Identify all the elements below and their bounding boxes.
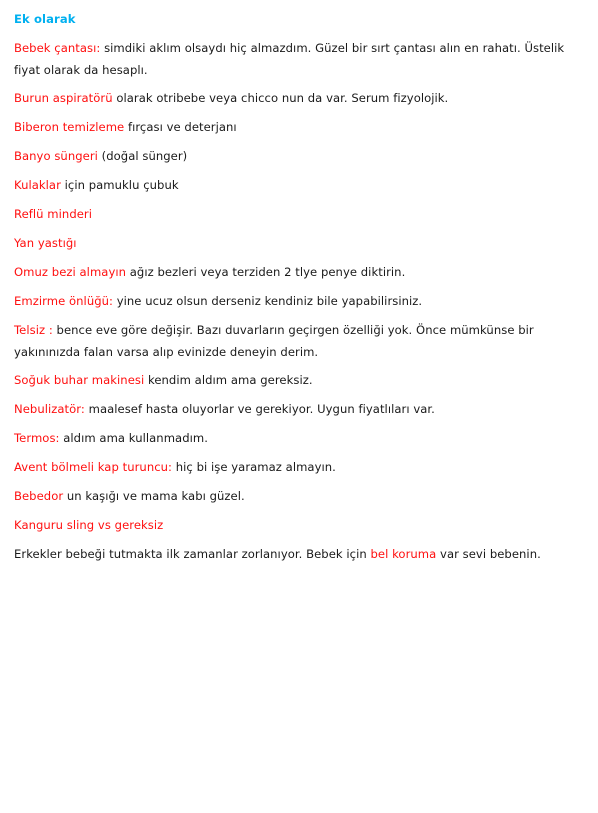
list-item-bag [14,37,584,81]
item-text: olarak otribebe veya chicco nun da var. Serum fizyolojik. [112,91,449,105]
item-term: Kulaklar [14,178,61,192]
list-item-ears [14,174,584,196]
list-item-shoulder-cloth [14,261,584,283]
list-item-aspirator [14,87,584,109]
item-term: Omuz bezi almayın [14,265,127,279]
closing-text-before: Erkekler bebeği tutmakta ilk zamanlar zorlanıyor. Bebek için [14,547,371,561]
item-text: (doğal sünger) [97,149,188,163]
item-text: maalesef hasta oluyorlar ve gerekiyor. Uygun fiyatlıları var. [84,402,435,416]
closing-paragraph [14,543,584,565]
list-item-humidifier [14,369,584,391]
closing-text-after: var sevi bebenin. [436,547,541,561]
closing-term: bel koruma [370,547,437,561]
item-term: Yan yastığı [14,236,77,250]
item-term: Burun aspiratörü [14,91,113,105]
item-term: Emzirme önlüğü: [14,294,113,308]
list-item-reflux-cushion [14,203,584,225]
list-item-bottle-cleaning [14,116,584,138]
item-term: Reflü minderi [14,207,92,221]
item-term: Bebek çantası: [14,41,101,55]
list-item-nursing-cover [14,290,584,312]
item-text: için pamuklu çubuk [60,178,179,192]
item-text: un kaşığı ve mama kabı güzel. [63,489,245,503]
section-heading: Ek olarak [14,12,76,26]
item-text: hiç bi işe yaramaz almayın. [172,460,336,474]
item-term: Termos: [14,431,60,445]
list-item-side-pillow [14,232,584,254]
item-term: Banyo süngeri [14,149,98,163]
list-item-avent-container [14,456,584,478]
item-term: Soğuk buhar makinesi [14,373,145,387]
item-text: ağız bezleri veya terziden 2 tlye penye diktirin. [126,265,406,279]
item-text: kendim aldım ama gereksiz. [144,373,313,387]
list-item-monitor [14,319,584,363]
list-item-thermos [14,427,584,449]
list-item-sponge [14,145,584,167]
item-text: simdiki aklım olsaydı hiç almazdım. Güzel bir sırt çantası alın en rahatı. Üstelik fiyat olarak da hesaplı. [14,41,565,77]
list-item-bebedor [14,485,584,507]
item-text: fırçası ve deterjanı [124,120,237,134]
item-term: Biberon temizleme [14,120,125,134]
item-text: yine ucuz olsun derseniz kendiniz bile yapabilirsiniz. [112,294,423,308]
item-term: Bebedor [14,489,64,503]
item-term: Avent bölmeli kap turuncu: [14,460,172,474]
list-item-sling [14,514,584,536]
item-term: Nebulizatör: [14,402,85,416]
item-text: aldım ama kullanmadım. [59,431,208,445]
item-term: Telsiz : [14,323,53,337]
list-item-nebulizer [14,398,584,420]
item-text: bence eve göre değişir. Bazı duvarların geçirgen özelliği yok. Önce mümkünse bir yakınınızda falan varsa alıp evinizde deneyin derim. [14,323,534,359]
item-term: Kanguru sling vs gereksiz [14,518,164,532]
